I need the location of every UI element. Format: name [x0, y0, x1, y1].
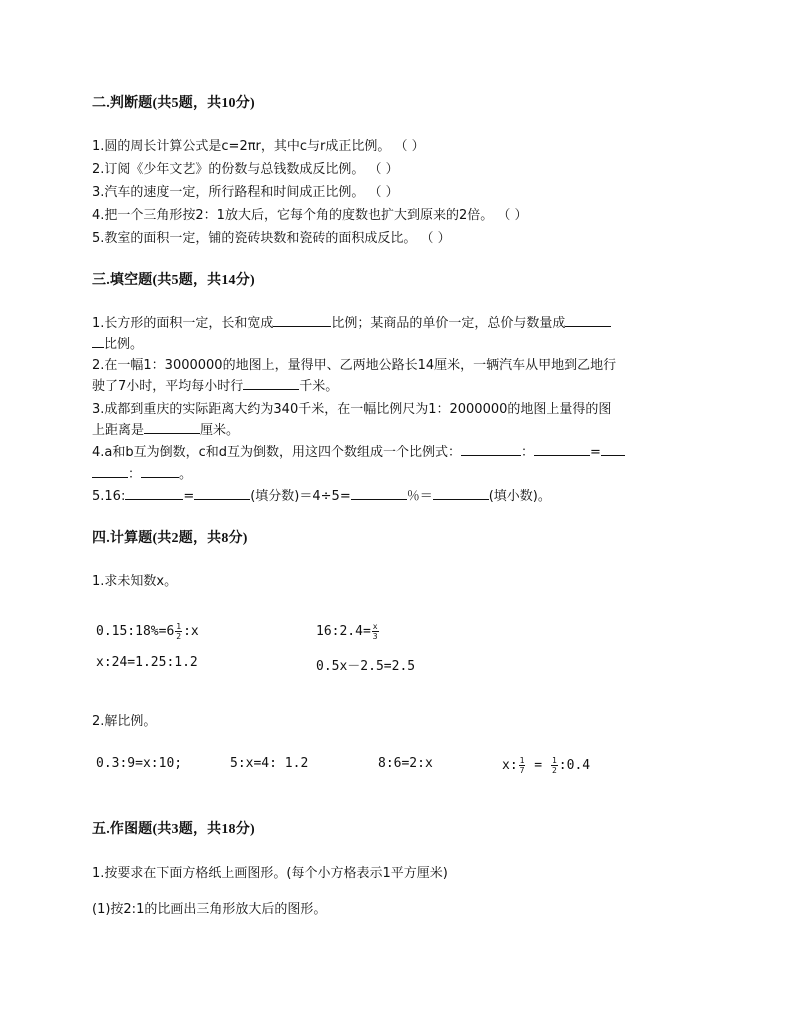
fill-item-4-line1: [92, 441, 625, 460]
judge-item-2: 2.订阅《少年文艺》的份数与总钱数成反比例。 （ ）: [92, 162, 399, 177]
fill-item-3-line2: [92, 419, 239, 438]
answer-blank[interactable]: [461, 443, 521, 456]
fill-item-5-text-c: (填分数)＝4÷5=: [250, 489, 351, 504]
proportion-3: 8:6=2:x: [378, 756, 433, 771]
fill-item-1-line2: [92, 333, 143, 352]
fill-item-4-end: 。: [179, 467, 193, 482]
fill-item-4-colon: ：: [521, 445, 535, 460]
fraction-numerator: 1: [551, 756, 557, 765]
fraction-numerator: x: [372, 622, 378, 631]
fraction-numerator: 1: [519, 756, 525, 765]
fill-item-1-text-a: 1.长方形的面积一定，长和宽成: [92, 316, 274, 331]
equation-3: x:24=1.25:1.2: [96, 655, 198, 670]
proportion-4: [502, 756, 590, 775]
fill-item-3-text-b: 上距离是: [92, 423, 145, 438]
equation-2: [316, 622, 380, 641]
answer-blank[interactable]: [565, 314, 611, 327]
fill-item-2-text-b: 驶了7小时，平均每小时行: [92, 379, 244, 394]
judge-item-4: 4.把一个三角形按2：1放大后，它每个角的度数也扩大到原来的2倍。 （ ）: [92, 208, 528, 223]
answer-blank[interactable]: [194, 487, 250, 500]
answer-blank[interactable]: [534, 443, 590, 456]
proportion-4-left: x:: [502, 758, 518, 773]
equation-4: 0.5x－2.5=2.5: [316, 659, 416, 674]
section-3-title: 三.填空题(共5题，共14分): [92, 273, 255, 288]
section-2-title: 二.判断题(共5题，共10分): [92, 96, 255, 111]
fill-item-5-text-e: (填小数)。: [488, 489, 551, 504]
equation-2-left: 16:2.4=: [316, 624, 371, 639]
fill-item-5-text-d: ％＝: [406, 489, 433, 504]
proportion-2: 5:x=4: 1.2: [230, 756, 309, 771]
answer-blank[interactable]: [243, 377, 299, 390]
fill-item-2-line1: 2.在一幅1：3000000的地图上，量得甲、乙两地公路长14厘米，一辆汽车从甲地到乙地行: [92, 358, 617, 373]
draw-item-1-sub-1: (1)按2:1的比画出三角形放大后的图形。: [92, 902, 327, 917]
judge-item-1: 1.圆的周长计算公式是c=2πr，其中c与r成正比例。 （ ）: [92, 139, 425, 154]
answer-blank[interactable]: [273, 314, 331, 327]
calc-item-1: 1.求未知数x。: [92, 574, 178, 589]
fill-item-4-text-a: 4.a和b互为倒数，c和d互为倒数，用这四个数组成一个比例式：: [92, 445, 462, 460]
fill-item-1-text-c: 比例。: [104, 337, 144, 352]
judge-item-5: 5.教室的面积一定，铺的瓷砖块数和瓷砖的面积成反比。 （ ）: [92, 231, 451, 246]
fraction: [519, 756, 526, 775]
answer-blank[interactable]: [601, 443, 625, 456]
proportion-4-equals: =: [526, 758, 550, 773]
answer-blank[interactable]: [351, 487, 407, 500]
fill-item-1-text-b: 比例；某商品的单价一定，总价与数量成: [331, 316, 566, 331]
fraction: [372, 622, 379, 641]
fraction-numerator: 1: [176, 622, 182, 631]
answer-blank[interactable]: [92, 465, 128, 478]
equation-1: [96, 622, 199, 641]
fill-item-2-line2: [92, 375, 338, 394]
fraction: [175, 622, 182, 641]
draw-item-1: 1.按要求在下面方格纸上画图形。(每个小方格表示1平方厘米): [92, 866, 448, 881]
fill-item-2-text-c: 千米。: [299, 379, 339, 394]
section-4-title: 四.计算题(共2题，共8分): [92, 531, 248, 546]
equation-1-left: 0.15:18%=6: [96, 624, 175, 639]
answer-blank[interactable]: [141, 465, 179, 478]
fraction-denominator: 2: [551, 766, 557, 775]
equation-1-right: :x: [183, 624, 199, 639]
fraction: [551, 756, 558, 775]
fraction-denominator: 2: [176, 632, 182, 641]
answer-blank[interactable]: [125, 487, 183, 500]
judge-item-3: 3.汽车的速度一定，所行路程和时间成正比例。 （ ）: [92, 185, 399, 200]
answer-blank[interactable]: [144, 421, 200, 434]
fill-item-5-text-b: =: [183, 489, 195, 504]
fill-item-3-text-c: 厘米。: [200, 423, 240, 438]
fill-item-3-line1: 3.成都到重庆的实际距离大约为340千米，在一幅比例尺为1：2000000的地图上量得的图: [92, 402, 612, 417]
fill-item-5-text-a: 5.16:: [92, 489, 126, 504]
fraction-denominator: 7: [519, 766, 525, 775]
answer-blank[interactable]: [433, 487, 489, 500]
fraction-denominator: 3: [372, 632, 378, 641]
fill-item-4-colon-2: ：: [128, 467, 142, 482]
calc-item-2: 2.解比例。: [92, 714, 157, 729]
proportion-4-right: :0.4: [558, 758, 591, 773]
section-5-title: 五.作图题(共3题，共18分): [92, 822, 255, 837]
fill-item-1-line1: [92, 312, 611, 331]
answer-blank[interactable]: [92, 335, 104, 348]
proportion-1: 0.3:9=x:10;: [96, 756, 183, 771]
fill-item-4-equals: =: [590, 445, 601, 460]
fill-item-5: [92, 485, 551, 504]
fill-item-4-line2: [92, 463, 192, 482]
